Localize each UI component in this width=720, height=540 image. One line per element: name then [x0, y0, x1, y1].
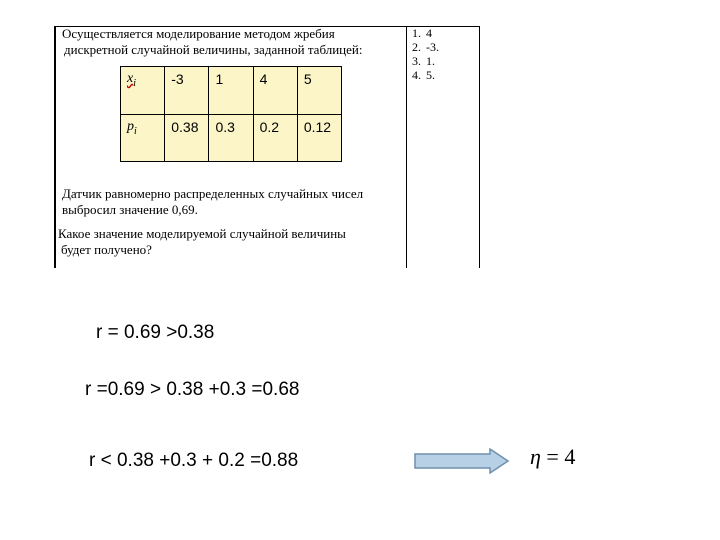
- paragraph-line: Какое значение моделируемой случайной величины: [58, 226, 346, 241]
- solution-line-1: r = 0.69 >0.38: [96, 322, 215, 343]
- table-cell: 0.3: [209, 114, 253, 162]
- result-value: = 4: [540, 444, 576, 469]
- question-paragraph-2: [58, 226, 346, 258]
- distribution-table: [120, 66, 342, 162]
- question-line-1: Осуществляется моделирование методом жребия: [62, 26, 335, 41]
- paragraph-line: Датчик равномерно распределенных случайных чисел: [62, 186, 364, 201]
- table-cell: 0.12: [297, 114, 341, 162]
- table-cell: 4: [253, 67, 297, 115]
- table-cell: 1: [209, 67, 253, 115]
- result-equation: [530, 444, 575, 470]
- answer-option: 2. -3.: [412, 40, 439, 54]
- answer-option: 1. 4: [412, 26, 432, 40]
- question-line-2: дискретной случайной величины, заданной таблицей:: [64, 42, 363, 57]
- paragraph-line: выбросил значение 0,69.: [62, 202, 198, 217]
- paragraph-line: будет получено?: [61, 242, 152, 257]
- answer-option: 4. 5.: [412, 68, 435, 82]
- table-cell: 0.38: [165, 114, 209, 162]
- table-cell: 5: [297, 67, 341, 115]
- question-heading: [62, 26, 402, 58]
- table-row-x: [121, 67, 342, 115]
- solution-line-3: r < 0.38 +0.3 + 0.2 =0.88: [89, 450, 299, 471]
- table-row-p: [121, 114, 342, 162]
- answer-divider: [406, 26, 407, 268]
- answer-option: 3. 1.: [412, 54, 435, 68]
- answer-list: [412, 26, 439, 82]
- eta-symbol: η: [530, 444, 541, 469]
- right-arrow-icon: [414, 448, 510, 474]
- solution-line-2: r =0.69 > 0.38 +0.3 =0.68: [85, 379, 300, 400]
- table-cell: -3: [165, 67, 209, 115]
- x-header-cell: $x_i$: [121, 67, 165, 115]
- question-paragraph-1: [62, 186, 363, 218]
- p-header-cell: $p_i$: [121, 114, 165, 162]
- table-cell: 0.2: [253, 114, 297, 162]
